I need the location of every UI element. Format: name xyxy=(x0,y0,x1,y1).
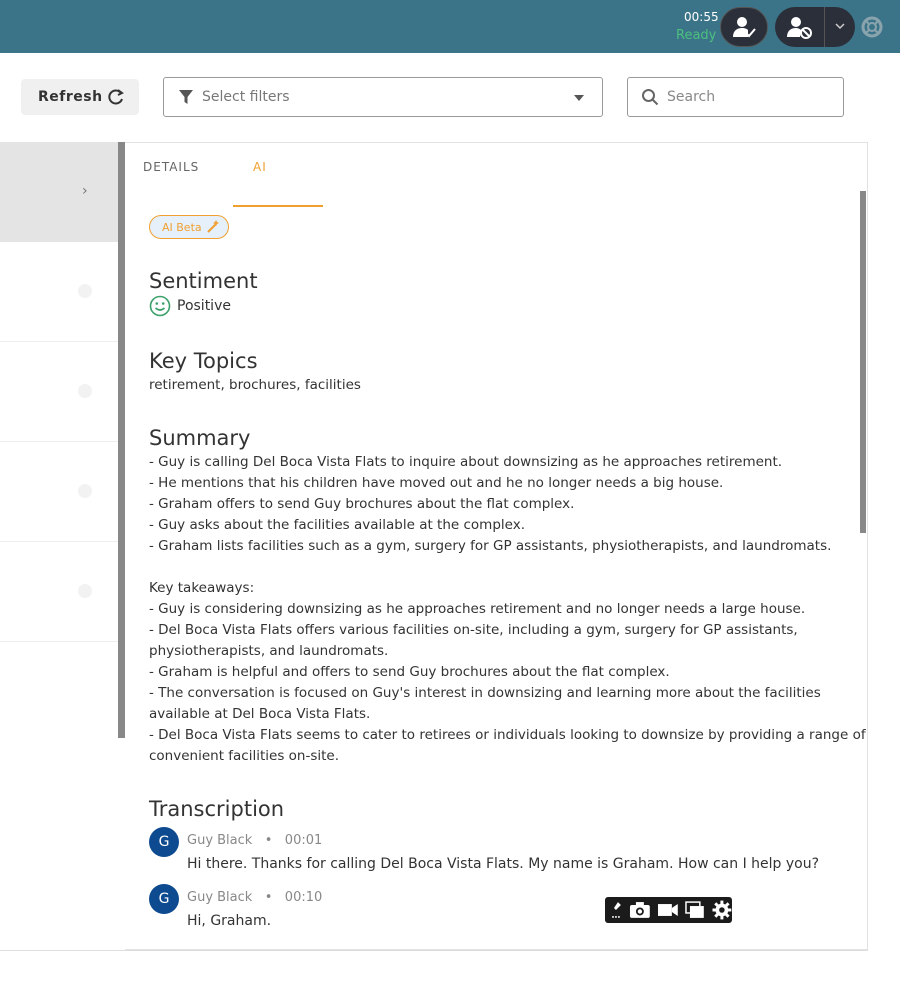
takeaway-line: - Guy is considering downsizing as he approaches retirement and no longer needs a large house. xyxy=(149,601,806,617)
sentiment-heading: Sentiment xyxy=(149,269,258,293)
transcript-meta xyxy=(187,890,322,905)
active-tab-indicator xyxy=(233,205,323,207)
unavailable-combo[interactable] xyxy=(775,7,855,47)
user-block-icon xyxy=(785,15,813,39)
search-placeholder: Search xyxy=(667,89,716,105)
agent-status: Ready xyxy=(676,28,717,43)
search-input[interactable] xyxy=(627,77,844,117)
list-item-icon xyxy=(78,484,92,498)
call-timer: 00:55 xyxy=(684,10,719,24)
avatar: G xyxy=(149,884,179,914)
refresh-label: Refresh xyxy=(38,89,103,105)
summary-line: - He mentions that his children have moved out and he no longer needs a big house. xyxy=(149,475,724,491)
takeaway-line: available at Del Boca Vista Flats. xyxy=(149,706,371,722)
smiley-icon xyxy=(149,295,171,317)
takeaway-line: - Graham is helpful and offers to send Guy brochures about the flat complex. xyxy=(149,664,670,680)
ai-beta-label: AI Beta xyxy=(162,220,202,234)
combo-divider xyxy=(824,7,825,47)
transcript-entry xyxy=(149,827,849,873)
pin-icon[interactable] xyxy=(611,900,623,920)
help-lifebuoy-icon[interactable] xyxy=(861,16,883,38)
caret-down-icon xyxy=(574,95,584,101)
transcript-text: Hi, Graham. xyxy=(187,913,272,929)
gear-icon[interactable] xyxy=(712,900,732,920)
takeaway-line: physiotherapists, and laundromats. xyxy=(149,643,389,659)
ai-beta-badge xyxy=(149,215,229,239)
takeaways-heading: Key takeaways: xyxy=(149,580,255,596)
panel-resize-handle[interactable] xyxy=(118,142,125,738)
list-item-icon xyxy=(78,284,92,298)
topics-heading: Key Topics xyxy=(149,349,258,373)
summary-heading: Summary xyxy=(149,426,251,450)
speaker-name: Guy Black xyxy=(187,890,253,905)
chevron-down-icon[interactable] xyxy=(833,19,847,33)
list-item-icon xyxy=(78,584,92,598)
camera-icon[interactable] xyxy=(629,901,651,919)
sentiment-value xyxy=(149,295,231,317)
chevron-right-icon: › xyxy=(82,183,88,199)
separator-dot: • xyxy=(256,833,281,848)
speaker-name: Guy Black xyxy=(187,833,253,848)
topics-text: retirement, brochures, facilities xyxy=(149,377,361,393)
list-item[interactable] xyxy=(0,442,118,542)
filter-icon xyxy=(178,89,194,105)
tab-ai[interactable]: AI xyxy=(253,160,267,174)
video-camera-icon[interactable] xyxy=(657,901,679,919)
list-item[interactable] xyxy=(0,542,118,642)
takeaway-line: convenient facilities on-site. xyxy=(149,748,340,764)
call-list xyxy=(0,142,118,642)
transcript-meta xyxy=(187,833,322,848)
list-item[interactable] xyxy=(0,342,118,442)
summary-line: - Guy is calling Del Boca Vista Flats to inquire about downsizing as he approaches retirement. xyxy=(149,454,783,470)
windows-icon[interactable] xyxy=(684,901,706,919)
summary-line: - Graham lists facilities such as a gym, surgery for GP assistants, physiotherapists, and laundromats. xyxy=(149,538,832,554)
available-button[interactable] xyxy=(720,7,768,47)
search-icon xyxy=(641,88,659,106)
list-item-icon xyxy=(78,384,92,398)
transcript-entry xyxy=(149,884,849,930)
summary-line: - Guy asks about the facilities available at the complex. xyxy=(149,517,526,533)
transcript-text: Hi there. Thanks for calling Del Boca Vista Flats. My name is Graham. How can I help you? xyxy=(187,856,820,872)
refresh-icon xyxy=(107,88,125,106)
takeaway-line: - Del Boca Vista Flats offers various facilities on-site, including a gym, surgery for GP assistants, xyxy=(149,622,798,638)
tab-details[interactable]: DETAILS xyxy=(143,160,200,174)
detail-panel xyxy=(125,142,868,950)
magic-wand-icon xyxy=(206,220,220,234)
sentiment-text: Positive xyxy=(177,298,231,314)
takeaway-line: - Del Boca Vista Flats seems to cater to retirees or individuals looking to downsize by providing a range of xyxy=(149,727,866,743)
user-check-icon xyxy=(732,16,756,38)
transcript-time[interactable]: 00:10 xyxy=(284,890,323,905)
takeaway-line: - The conversation is focused on Guy's interest in downsizing and learning more about the facilities xyxy=(149,685,821,701)
top-bar xyxy=(0,0,900,53)
transcript-time[interactable]: 00:01 xyxy=(284,833,323,848)
capture-toolbar xyxy=(605,897,732,923)
transcription-heading: Transcription xyxy=(149,797,285,821)
avatar: G xyxy=(149,827,179,857)
list-item[interactable] xyxy=(0,242,118,342)
scrollbar[interactable] xyxy=(860,191,866,533)
call-list-selected-item[interactable] xyxy=(0,142,118,242)
summary-line: - Graham offers to send Guy brochures about the flat complex. xyxy=(149,496,575,512)
filters-placeholder: Select filters xyxy=(202,89,290,105)
refresh-button[interactable] xyxy=(21,79,139,115)
bottom-divider xyxy=(0,950,868,951)
filters-select[interactable] xyxy=(163,77,603,117)
separator-dot: • xyxy=(256,890,281,905)
